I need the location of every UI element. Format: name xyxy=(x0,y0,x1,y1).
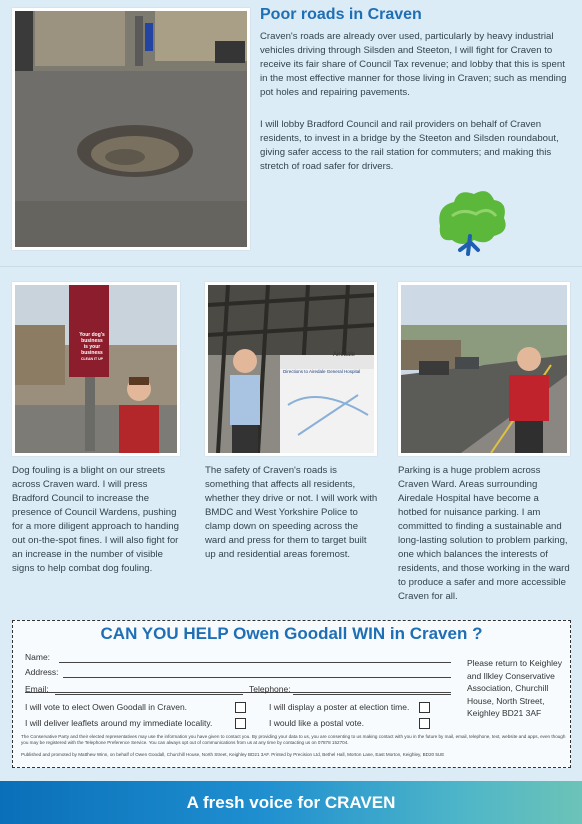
email-field[interactable] xyxy=(55,694,243,695)
roads-paragraph-1: Craven's roads are already over used, particularly by heavy industrial vehicles driving through Silsden and Steeton, I will fight for Craven to receive its fair share of Council Tax revenue; and lobby that this is spent in the most effective manner for those living in Craven; such as mending pot holes and repairing pavements. xyxy=(260,31,567,98)
name-label: Name: xyxy=(25,652,51,662)
parking-text: Parking is a huge problem across Craven Ward. Areas surrounding Airedale Hospital have become a hotbed for nuisance parking. I am committed to finding a sustainable and long-lasting solution to problem parking, one which balances the interests of residents, and those working in the ward to produce a safer and more accessible Craven for all. xyxy=(398,465,570,602)
pledge-form xyxy=(12,620,571,768)
poster-checkbox[interactable] xyxy=(419,702,430,713)
sign-line: business xyxy=(81,350,103,356)
return-address: Please return to Keighley and Ilkley Conservative Association, Churchill House, North Street, Keighley BD21 3AF xyxy=(467,658,562,718)
poster-option-label: I will display a poster at election time. xyxy=(269,702,410,712)
email-label: Email: xyxy=(25,684,49,694)
section-headline: Poor roads in Craven xyxy=(260,6,422,23)
telephone-field[interactable] xyxy=(293,694,451,695)
sign-line: is your xyxy=(83,344,101,350)
sign-line: CLEAN IT UP xyxy=(81,357,103,361)
pothole-photo xyxy=(12,8,250,250)
hospital-sign-text: Directions to Airedale General Hospital xyxy=(283,369,361,374)
sign-line: Your dog's xyxy=(79,332,105,338)
postal-vote-option-label: I would like a postal vote. xyxy=(269,718,364,728)
conservative-tree-logo xyxy=(432,186,510,256)
road-safety-text: The safety of Craven's roads is something that affects all residents, whether they drive or not. I will work with BMDC and West Yorkshire Police to clamp down on speeding across the ward and press for them to target built up and residential areas foremost. xyxy=(205,465,378,560)
leaflets-option-label: I will deliver leaflets around my immediate locality. xyxy=(25,718,213,728)
parking-street-photo xyxy=(398,282,570,456)
address-label: Address: xyxy=(25,667,59,677)
address-field[interactable] xyxy=(63,677,451,678)
address-field-line-2[interactable] xyxy=(25,692,451,693)
sign-line: business xyxy=(81,338,103,344)
slogan-banner xyxy=(0,781,582,824)
slogan-text: A fresh voice for CRAVEN xyxy=(186,793,396,812)
postal-vote-checkbox[interactable] xyxy=(419,718,430,729)
dog-fouling-photo xyxy=(12,282,180,456)
vote-option-label: I will vote to elect Owen Goodall in Craven. xyxy=(25,702,188,712)
dog-fouling-sign-text xyxy=(74,332,110,362)
roads-paragraph-2: I will lobby Bradford Council and rail providers on behalf of Craven residents, to invest in a bridge by the Steeton and Silsden roundabout, giving safer access to the rail station for commuters; and making this stretch of road safer for drivers. xyxy=(260,119,559,172)
imprint: Published and promoted by Matthew Winn, on behalf of Owen Goodall, Churchill House, North Street, Keighley BD21 3AF. Printed by Precision Ltd, Bethel Hall, Morton Lane, East Morton, Keighley, BD20 5UE xyxy=(21,752,445,757)
leaflets-checkbox[interactable] xyxy=(235,718,246,729)
station-sign-text: Airedale xyxy=(333,352,356,358)
privacy-notice: The Conservative Party and their elected representatives may use the information you have given to contact you. By providing your data to us, you are consenting to us making contact with you in the future by mail, email, telephone, text, website and apps, even though you may be registered with the Telephone Preference Service. You can always opt out of communications from us at any time by contacting us on 07878 152704. xyxy=(21,734,566,745)
vote-checkbox[interactable] xyxy=(235,702,246,713)
name-field[interactable] xyxy=(59,662,451,663)
dog-fouling-text: Dog fouling is a blight on our streets across Craven ward. I will press Bradford Council to increase the presence of Council Wardens, pushing for a more diligent approach to handing out on-the-spot fines. I will also fight for an increase in the number of visible signs to help combat dog fouling. xyxy=(12,465,179,574)
form-title: CAN YOU HELP Owen Goodall WIN in Craven ? xyxy=(100,624,483,643)
hospital-sign-photo xyxy=(205,282,377,456)
fold-line xyxy=(0,266,582,267)
telephone-label: Telephone: xyxy=(249,684,291,694)
